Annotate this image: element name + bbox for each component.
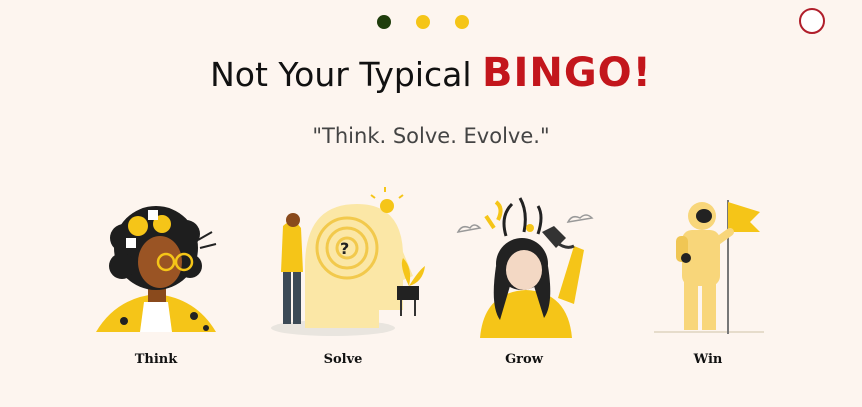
tagline: "Think. Solve. Evolve." (312, 124, 550, 148)
step-label-grow: Grow (505, 352, 543, 367)
close-button[interactable] (799, 8, 825, 34)
maze-head-icon (253, 186, 433, 346)
step-label-think: Think (134, 352, 178, 367)
step-card-think (66, 186, 246, 376)
growing-mind-icon (434, 186, 614, 346)
carousel-dot-1[interactable] (377, 15, 391, 29)
carousel-dot-3[interactable] (455, 15, 469, 29)
carousel-dots (377, 15, 469, 29)
step-label-win: Win (693, 352, 723, 367)
title-highlight: BINGO! (481, 50, 652, 96)
step-card-grow (434, 186, 614, 376)
step-label-solve: Solve (323, 352, 363, 367)
thinking-woman-icon (66, 186, 246, 346)
step-card-solve (253, 186, 433, 376)
step-card-win (618, 186, 798, 376)
carousel-dot-2[interactable] (416, 15, 430, 29)
svg-text:?: ? (340, 239, 350, 258)
title-plain: Not Your Typical (210, 55, 472, 94)
page-title (0, 50, 862, 96)
astronaut-flag-icon (618, 186, 798, 346)
